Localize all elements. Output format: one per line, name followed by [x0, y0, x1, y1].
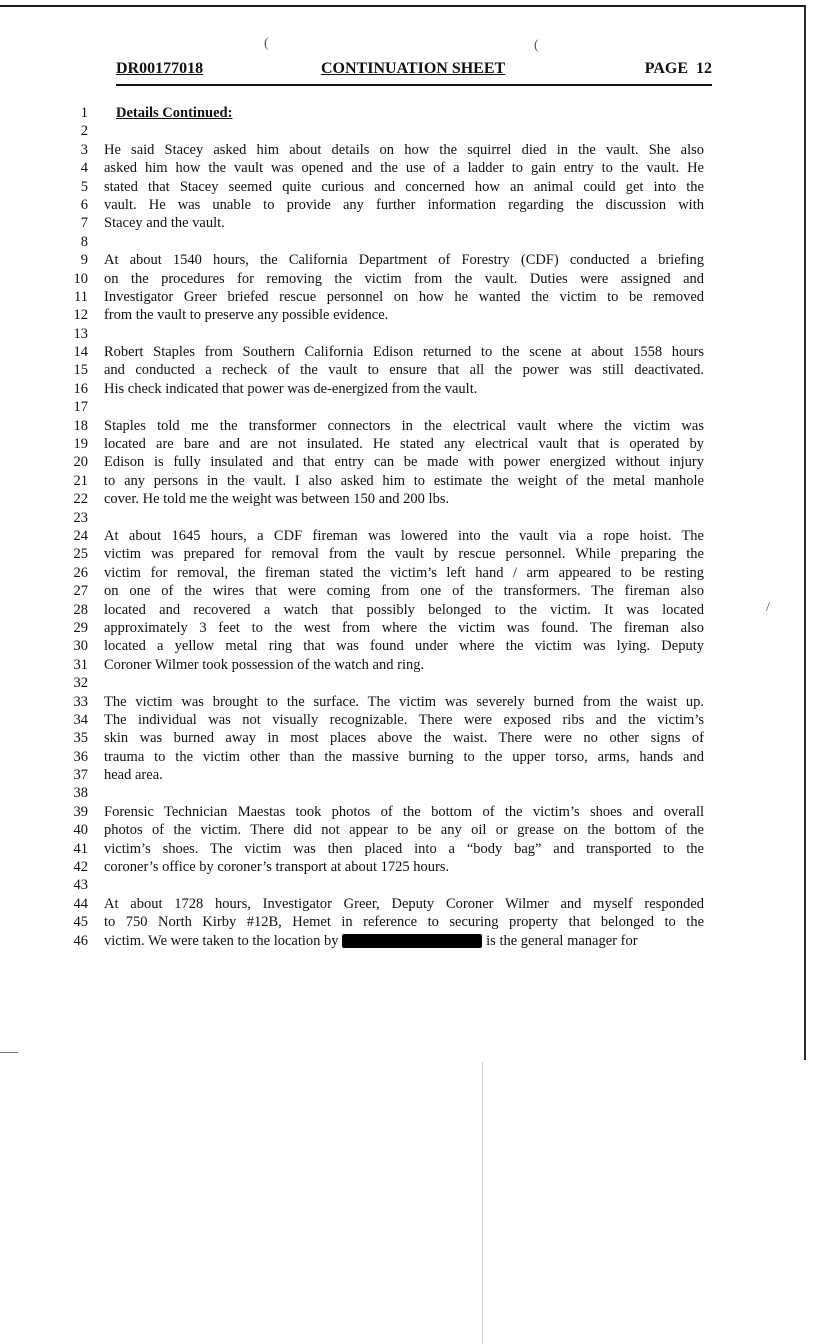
text-line: Forensic Technician Maestas took photos of the bottom of the victim’s shoes and overall	[104, 803, 704, 820]
text-line: located a yellow metal ring that was found under where the victim was lying. Deputy	[104, 638, 704, 655]
line-number: 8	[80, 233, 88, 250]
line-number: 34	[73, 711, 88, 728]
text-line: on one of the wires that were coming from one of the transformers. The fireman also	[104, 583, 704, 600]
text-line: trauma to the victim other than the massive burning to the upper torso, arms, hands and	[104, 748, 704, 765]
line-number: 21	[73, 472, 88, 489]
page-indicator	[645, 60, 712, 78]
blank-line	[104, 325, 704, 343]
line-number: 3	[80, 141, 88, 158]
line-number: 25	[73, 546, 88, 563]
line-number: 12	[73, 307, 88, 324]
text-line: At about 1728 hours, Investigator Greer, Deputy Coroner Wilmer and myself responded	[104, 895, 704, 912]
text-line: victim’s shoes. The victim was then placed into a “body bag” and transported to the	[104, 840, 704, 857]
text-line: skin was burned away in most places above the waist. There were no other signs of	[104, 730, 704, 747]
text-line: Stacey and the vault.	[104, 215, 225, 232]
page-number: 12	[696, 60, 712, 77]
line-number: 26	[73, 564, 88, 581]
margin-mark: /	[766, 600, 770, 615]
text-line: The individual was not visually recognizable. There were exposed ribs and the victim’s	[104, 711, 704, 728]
text-line: on the procedures for removing the victim from the vault. Duties were assigned and	[104, 270, 704, 287]
line-number: 44	[73, 895, 88, 912]
line-number: 33	[73, 693, 88, 710]
text-line: coroner’s office by coroner’s transport at about 1725 hours.	[104, 859, 450, 876]
line-number: 41	[73, 840, 88, 857]
line-number: 43	[73, 877, 88, 894]
text-line: photos of the victim. There did not appear to be any oil or grease on the bottom of the	[104, 822, 704, 839]
text-line: asked him how the vault was opened and the use of a ladder to gain entry to the vault. He	[104, 160, 704, 177]
text-line: head area.	[104, 767, 163, 784]
page-header	[116, 60, 712, 84]
text-line: The victim was brought to the surface. The victim was severely burned from the waist up.	[104, 693, 704, 710]
line-number: 2	[80, 123, 88, 140]
line-number: 13	[73, 325, 88, 342]
text-before-redaction: victim. We were taken to the location by	[104, 932, 339, 949]
line-number: 28	[73, 601, 88, 618]
blank-line	[104, 876, 704, 894]
line-number-column	[60, 104, 88, 950]
line-number: 38	[73, 785, 88, 802]
text-line: At about 1540 hours, the California Department of Forestry (CDF) conducted a briefing	[104, 252, 704, 269]
sheet-title: CONTINUATION SHEET	[321, 60, 506, 77]
page-label: PAGE	[644, 60, 688, 77]
line-number: 24	[73, 527, 88, 544]
text-line: He said Stacey asked him about details on how the squirrel died in the vault. She also	[104, 141, 704, 158]
line-number: 36	[73, 748, 88, 765]
line-number: 7	[80, 215, 88, 232]
line-number: 27	[73, 583, 88, 600]
line-number: 14	[73, 344, 88, 361]
line-number: 5	[80, 178, 88, 195]
line-number: 29	[73, 619, 88, 636]
text-line: stated that Stacey seemed quite curious and concerned how an animal could get into the	[104, 178, 704, 195]
line-number: 11	[74, 288, 88, 305]
redaction-bar	[342, 934, 482, 948]
page-right-border	[804, 5, 806, 1060]
line-number: 46	[73, 932, 88, 949]
text-line: Coroner Wilmer took possession of the watch and ring.	[104, 656, 425, 673]
line-number: 18	[73, 417, 88, 434]
line-number: 45	[73, 914, 88, 931]
line-number: 40	[73, 822, 88, 839]
blank-line	[104, 122, 704, 140]
text-line: located and recovered a watch that possibly belonged to the victim. It was located	[104, 601, 704, 618]
text-line: Robert Staples from Southern California Edison returned to the scene at about 1558 hours	[104, 344, 704, 361]
line-number: 23	[73, 509, 88, 526]
page-top-border	[0, 5, 806, 7]
line-number: 16	[73, 380, 88, 397]
line-number: 19	[73, 436, 88, 453]
text-line: located are bare and are not insulated. He stated any electrical vault that is operated by	[104, 436, 704, 453]
line-number: 32	[73, 675, 88, 692]
blank-line	[104, 233, 704, 251]
report-body	[104, 104, 704, 950]
blank-line	[104, 509, 704, 527]
text-after-redaction: is the general manager for	[486, 932, 638, 949]
line-number: 17	[73, 399, 88, 416]
text-line: victim for removal, the fireman stated the victim’s left hand / arm appeared to be resting	[104, 564, 704, 581]
blank-line	[104, 674, 704, 692]
section-heading: Details Continued:	[116, 105, 233, 121]
text-line: to any persons in the vault. I also asked him to estimate the weight of the metal manhole	[104, 472, 704, 489]
text-line: Edison is fully insulated and that entry can be made with power energized without injury	[104, 454, 704, 471]
margin-tick	[0, 1052, 18, 1053]
text-line: Investigator Greer briefed rescue personnel on how he wanted the victim to be removed	[104, 288, 704, 305]
blank-line	[104, 398, 704, 416]
line-number: 35	[73, 730, 88, 747]
text-line: At about 1645 hours, a CDF fireman was lowered into the vault via a rope hoist. The	[104, 527, 704, 544]
line-number: 37	[73, 767, 88, 784]
line-number: 10	[73, 270, 88, 287]
fold-line	[482, 1062, 483, 1344]
text-line: His check indicated that power was de-energized from the vault.	[104, 380, 478, 397]
line-number: 6	[80, 196, 88, 213]
line-number: 22	[73, 491, 88, 508]
line-number: 20	[73, 454, 88, 471]
text-line: approximately 3 feet to the west from where the victim was found. The fireman also	[104, 619, 704, 636]
text-line-redacted	[104, 932, 704, 950]
line-number: 1	[80, 105, 88, 121]
line-number: 4	[80, 160, 88, 177]
line-number: 42	[73, 859, 88, 876]
margin-mark: (	[534, 38, 539, 53]
line-number: 31	[73, 656, 88, 673]
header-rule	[116, 84, 712, 86]
text-line: and conducted a recheck of the vault to ensure that all the power was still deactivated.	[104, 362, 704, 379]
line-number: 15	[73, 362, 88, 379]
text-line: from the vault to preserve any possible evidence.	[104, 307, 389, 324]
line-number: 30	[73, 638, 88, 655]
text-line: victim was prepared for removal from the vault by rescue personnel. While preparing the	[104, 546, 704, 563]
line-number: 9	[80, 252, 88, 269]
margin-mark: (	[264, 36, 269, 51]
blank-line	[104, 784, 704, 802]
text-line: cover. He told me the weight was between 150 and 200 lbs.	[104, 491, 450, 508]
text-line: vault. He was unable to provide any further information regarding the discussion with	[104, 196, 704, 213]
document-id: DR00177018	[116, 60, 204, 77]
line-number: 39	[73, 803, 88, 820]
text-line: Staples told me the transformer connectors in the electrical vault where the victim was	[104, 417, 704, 434]
text-line: to 750 North Kirby #12B, Hemet in reference to securing property that belonged to the	[104, 914, 704, 931]
